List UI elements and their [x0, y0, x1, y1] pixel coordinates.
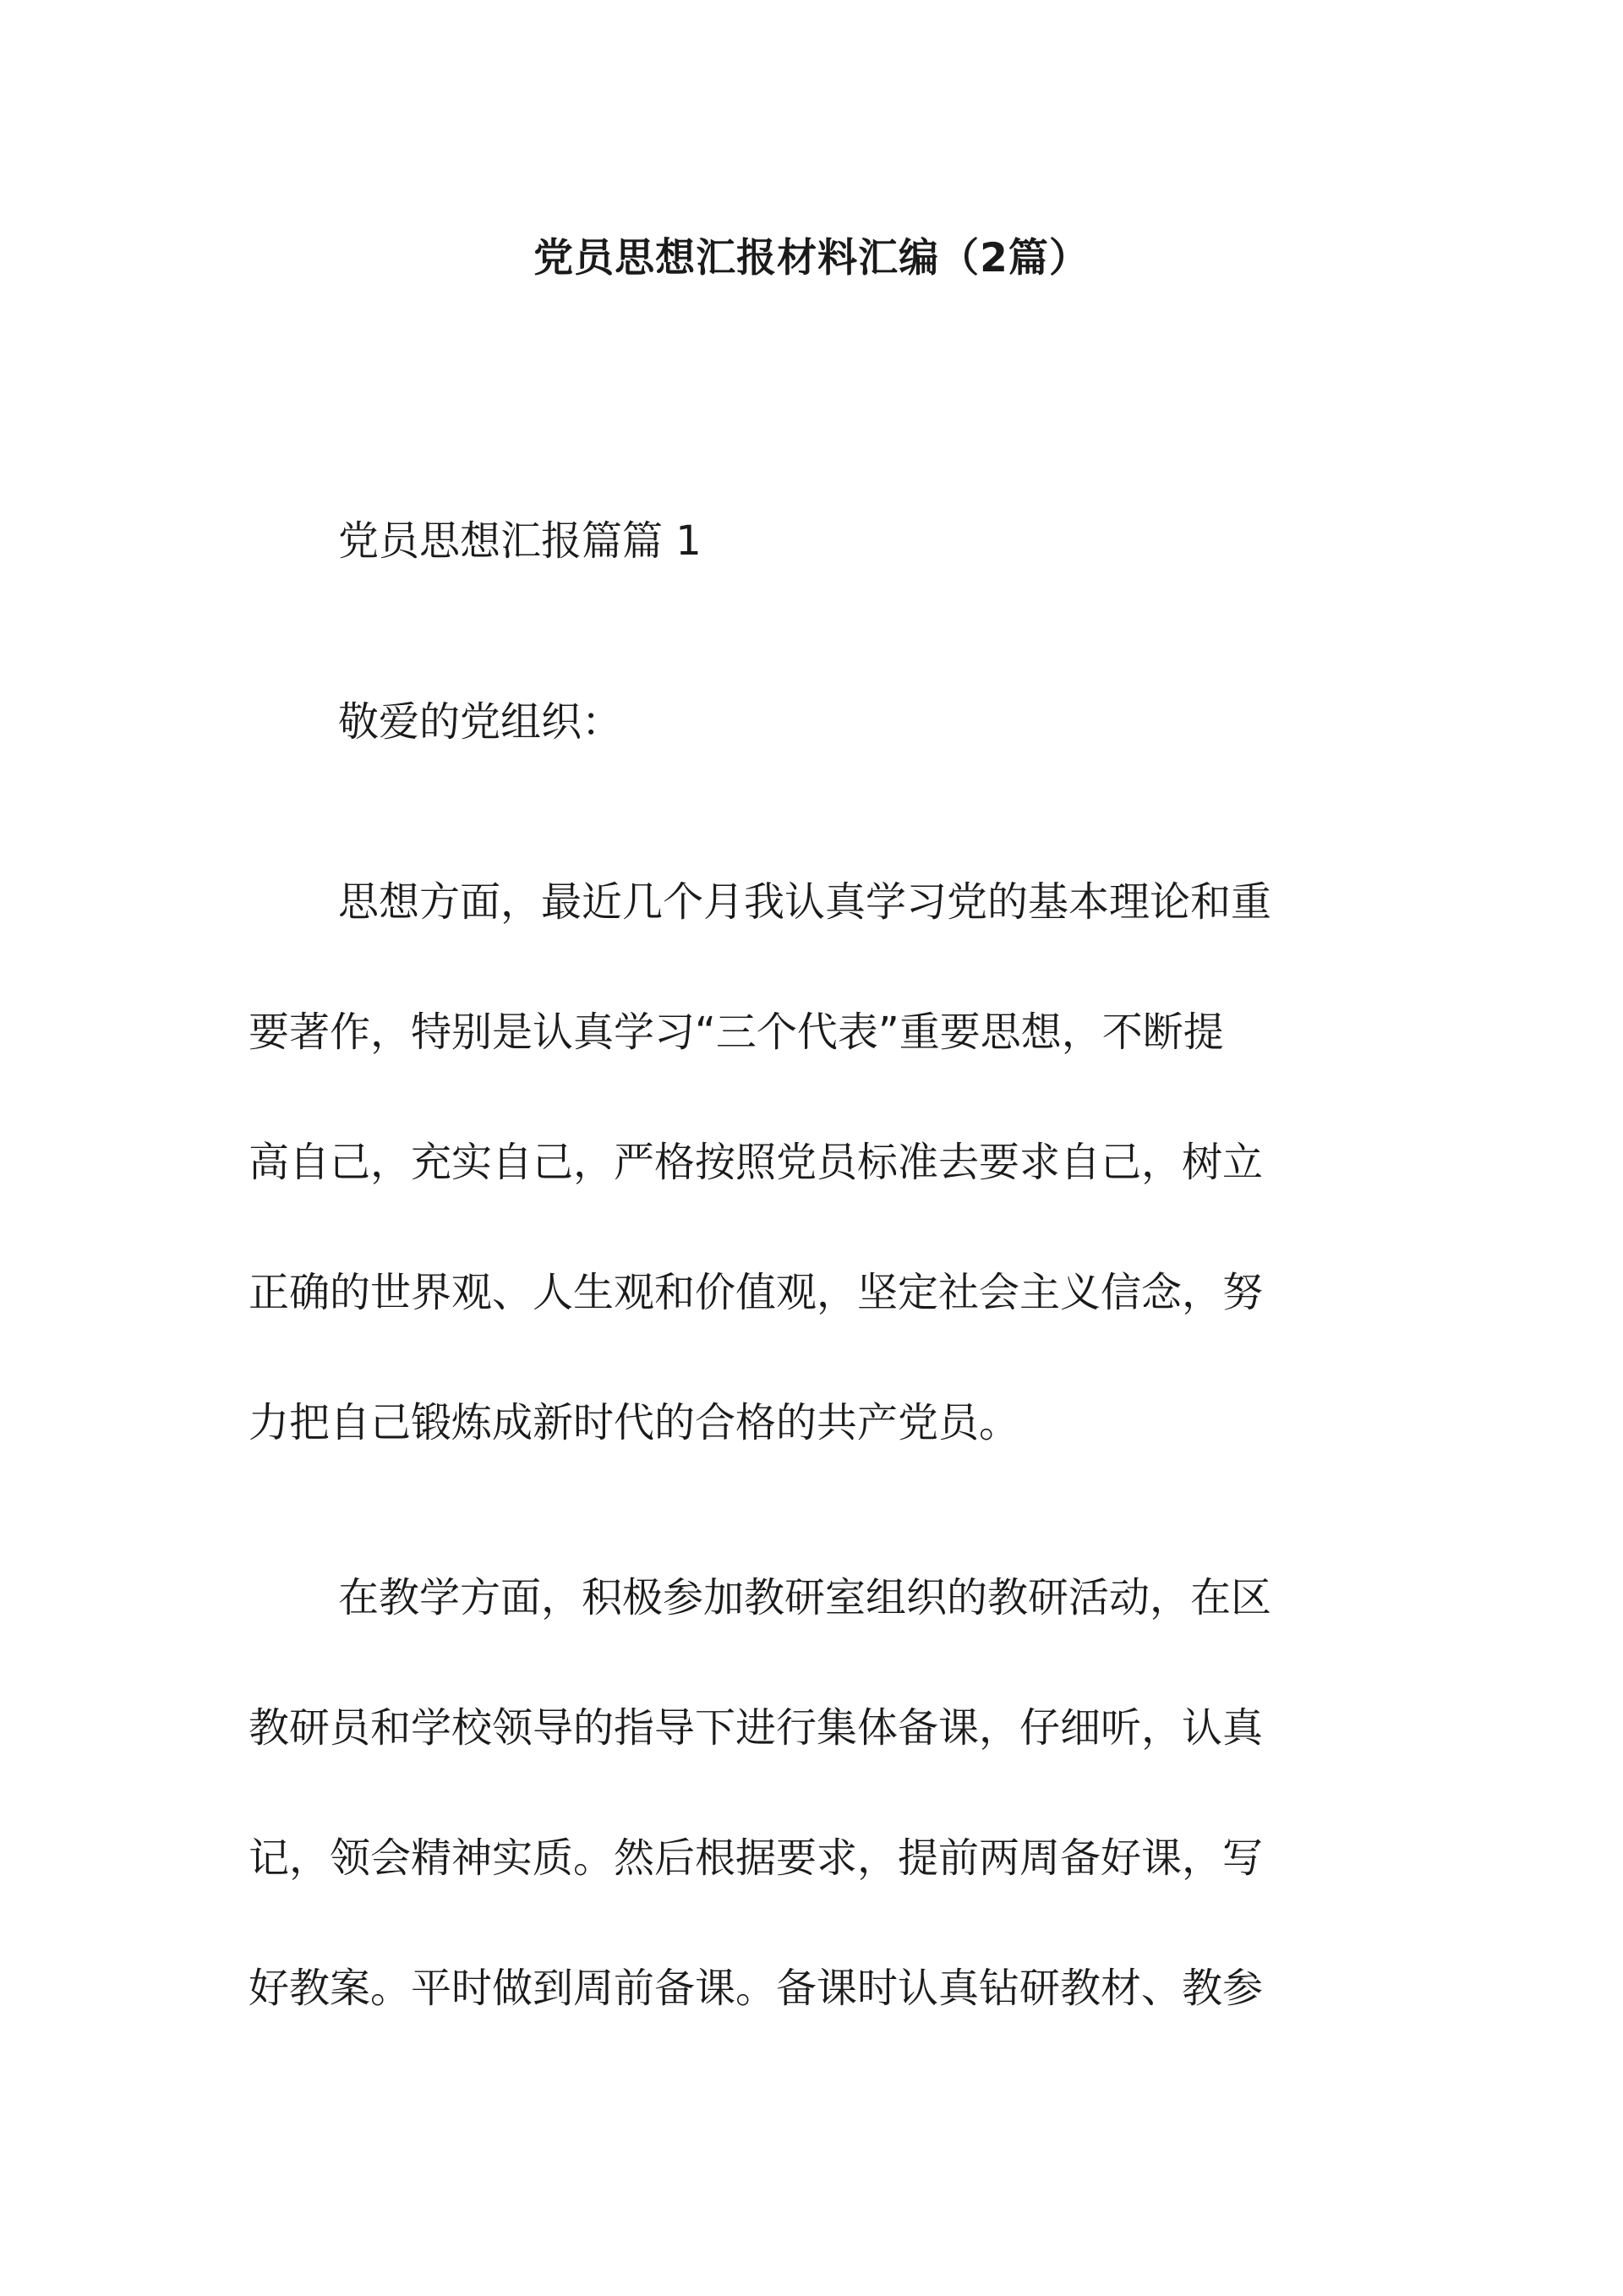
paragraph-line: 记，领会精神实质。然后根据要求，提前两周备好课，写	[249, 1834, 1264, 1882]
paragraph-line: 思想方面，最近几个月我认真学习党的基本理论和重	[338, 878, 1272, 926]
paragraph-line: 正确的世界观、人生观和价值观，坚定社会主义信念，努	[249, 1269, 1264, 1316]
paragraph-1	[249, 837, 1378, 1488]
paragraph-line: 教研员和学校领导的指导下进行集体备课，仔细听，认真	[249, 1704, 1264, 1752]
paragraph-line: 要著作，特别是认真学习“三个代表”重要思想，不断提	[249, 1009, 1224, 1056]
paragraph-2	[249, 1533, 1378, 2053]
salutation-block	[249, 657, 1378, 787]
paragraph-line: 在教学方面，积极参加教研室组织的教研活动，在区	[338, 1574, 1272, 1621]
section-heading: 党员思想汇报篇篇 1	[338, 517, 702, 565]
document-title: 党员思想汇报材料汇编（2篇）	[533, 235, 1090, 282]
paragraph-line: 高自己，充实自己，严格按照党员标准去要求自己，树立	[249, 1139, 1264, 1186]
section-heading-block	[249, 476, 1378, 606]
salutation: 敬爱的党组织：	[338, 698, 623, 746]
paragraph-line: 好教案。平时做到周前备课。备课时认真钻研教材、教参	[249, 1965, 1264, 2012]
paragraph-line: 力把自己锻炼成新时代的合格的共产党员。	[249, 1399, 1020, 1446]
